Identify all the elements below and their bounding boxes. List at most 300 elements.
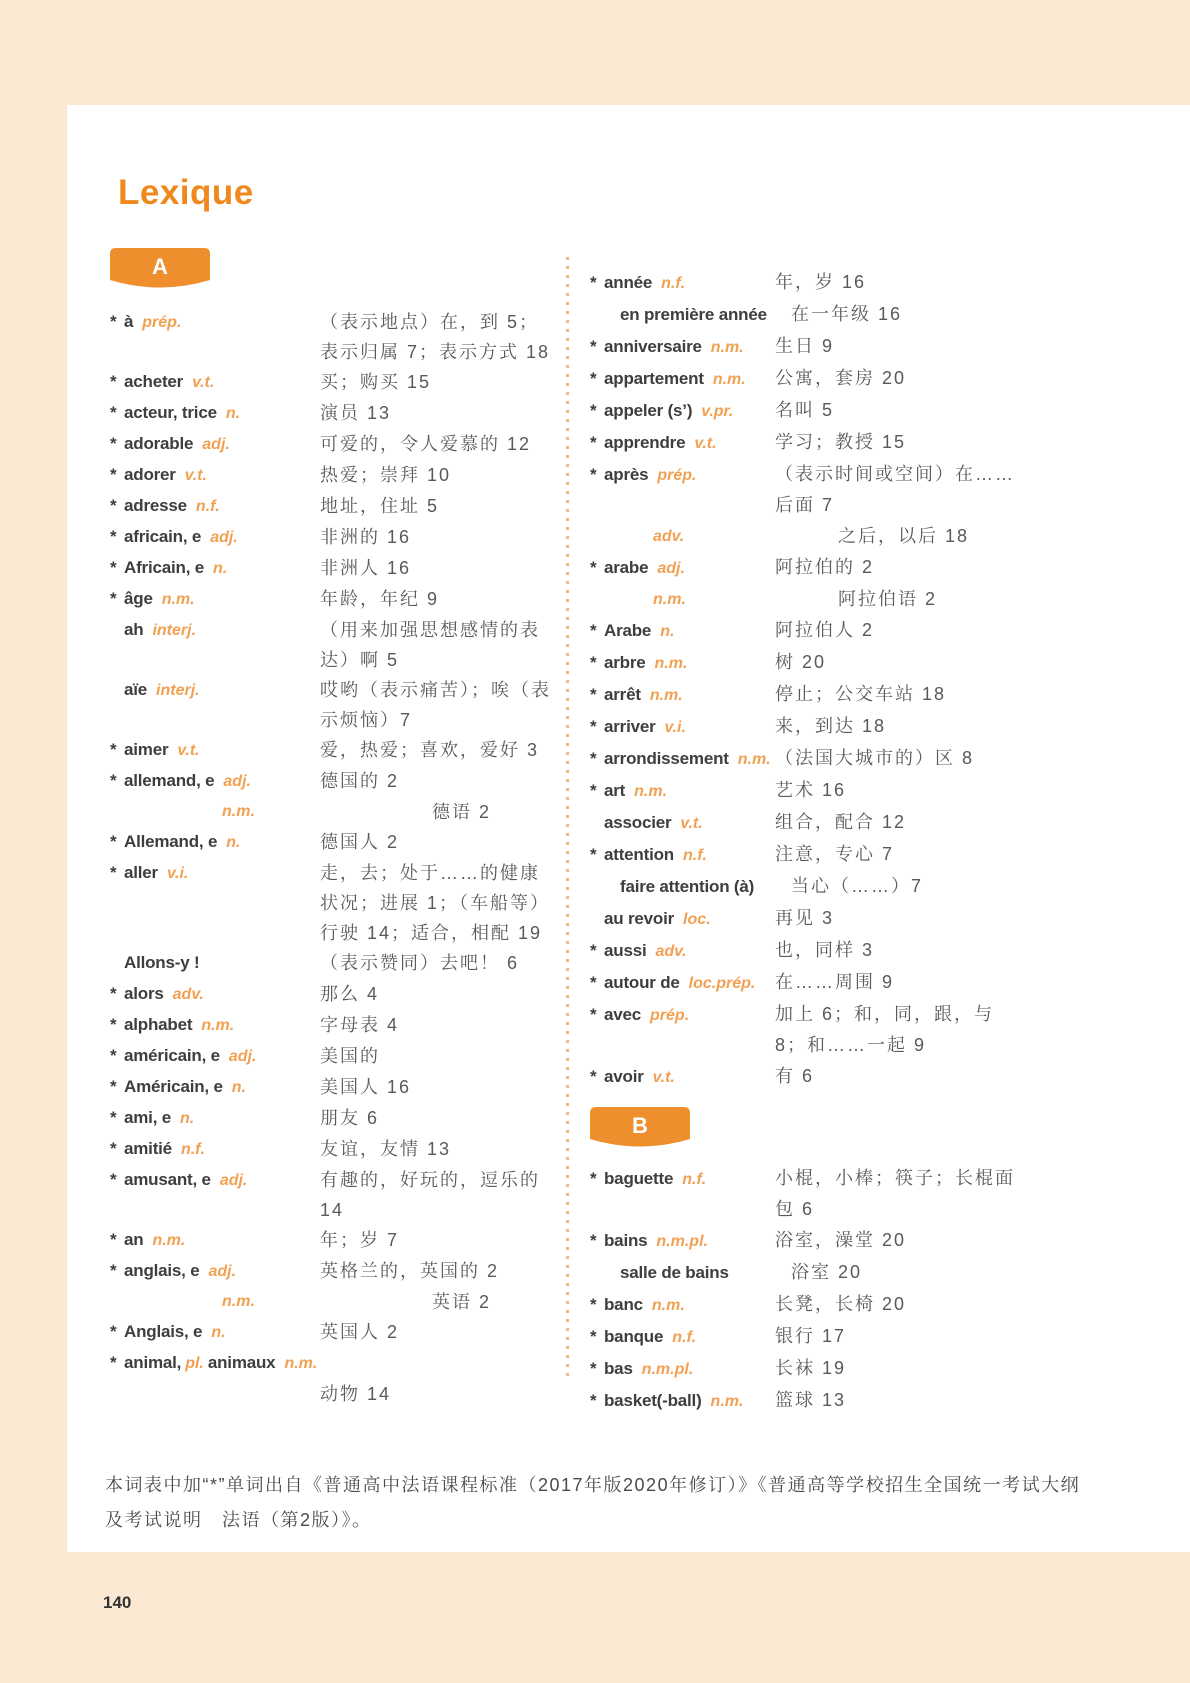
entry-pos: v.t. [192,374,215,391]
entry-pos: n.m. [161,591,195,608]
entry-pos: n.m. [653,591,686,608]
entry-term: anglais, e [124,1261,200,1280]
lexicon-entry [590,1163,1033,1225]
entry-star-marker: * [590,653,597,672]
entry-definition: 当心（……）7 [791,876,924,896]
entry-star-marker: * [110,1230,117,1249]
entry-definition: 爱，热爱；喜欢，爱好 3 [320,740,540,760]
entry-term-cell [110,367,320,398]
lexicon-entry [110,1010,555,1041]
lexicon-entry [110,1256,555,1287]
entry-pos: v.pr. [701,403,734,420]
entry-definition: 艺术 16 [775,780,847,800]
lexicon-entry [590,1061,1033,1093]
entry-definition: （用来加强思想感情的表达）啊 5 [320,620,540,670]
lexicon-entry [110,1225,555,1256]
entry-star-marker: * [590,273,597,292]
entry-term: attention [604,845,674,864]
content-area [67,105,1190,1552]
top-border-band [0,0,1190,105]
entry-pos: v.t. [177,742,200,759]
entry-term-cell [110,675,320,735]
entry-star-marker: * [590,1005,597,1024]
lexicon-entry [110,948,555,979]
lexicon-entry [590,299,1033,331]
entry-term-cell [590,711,775,743]
entry-star-marker: * [110,312,117,331]
lexicon-entry [590,267,1033,299]
lexicon-entry [110,1287,555,1317]
lexicon-column-right [590,267,1033,1417]
entry-definition: 年，岁 16 [775,272,867,292]
entry-term: arbre [604,653,646,672]
entry-definition: 英格兰的，英国的 2 [320,1261,500,1281]
entry-term: arrêt [604,685,641,704]
entry-star-marker: * [590,1169,597,1188]
entry-term: faire attention (à) [620,877,755,896]
entry-pos: adj. [657,560,685,577]
entry-definition: 公寓，套房 20 [775,368,907,388]
section-banner [590,1107,690,1149]
entry-term: après [604,465,649,484]
lexicon-entry [590,871,1033,903]
entry-star-marker: * [590,369,597,388]
entry-star-marker: * [110,1015,117,1034]
lexicon-entry [590,331,1033,363]
entry-pos: n. [226,834,241,851]
entry-definition: 小棍，小棒；筷子；长棍面包 6 [775,1168,1015,1219]
entry-pos: n.m. [649,687,683,704]
entry-term-cell [110,735,320,766]
entry-term: arriver [604,717,656,736]
lexicon-entry [110,491,555,522]
entry-term-cell [590,1225,775,1257]
lexicon-entry [590,967,1033,999]
entry-star-marker: * [110,1170,117,1189]
entry-pos: n. [660,623,675,640]
entry-pos: interj. [156,682,200,699]
entry-star-marker: * [590,337,597,356]
lexicon-entry [110,1317,555,1348]
entry-term: appartement [604,369,704,388]
entry-pos: n.m. [710,1393,744,1410]
entry-term: banc [604,1295,643,1314]
entry-star-marker: * [110,1322,117,1341]
entry-pos: n.f. [195,498,220,515]
entry-definition: 热爱；崇拜 10 [320,465,452,485]
entry-term: arrondissement [604,749,729,768]
lexicon-entry [590,775,1033,807]
entry-term: au revoir [604,909,675,928]
entry-definition: 友谊，友情 13 [320,1139,452,1159]
lexicon-entry [590,711,1033,743]
entry-definition: 浴室，澡堂 20 [775,1230,907,1250]
lexicon-entry [110,615,555,675]
lexicon-entry [110,1103,555,1134]
entry-definition: 德语 2 [432,802,492,822]
entry-term: anniversaire [604,337,702,356]
entry-definition: 加上 6；和，同，跟，与 8；和……一起 9 [775,1004,995,1055]
entry-star-marker: * [110,1261,117,1280]
entry-term: baguette [604,1169,674,1188]
entry-term: art [604,781,626,800]
entry-pos: v.i. [166,865,189,882]
entry-definition: 美国的 [320,1046,380,1066]
entry-pos: n. [225,405,241,422]
entry-term-cell [590,395,775,427]
entry-star-marker: * [590,1391,597,1410]
entry-definition: 在……周围 9 [775,972,895,992]
entry-definition: 浴室 20 [791,1262,863,1282]
entry-definition: 银行 17 [775,1326,847,1346]
entry-pos: v.t. [652,1069,675,1086]
entry-star-marker: * [110,1046,117,1065]
entry-term: adresse [124,496,187,515]
entry-pos: n. [211,1324,226,1341]
entry-star-marker: * [590,845,597,864]
entry-star-marker: * [590,558,597,577]
entry-term: aimer [124,740,169,759]
lexicon-entry [590,427,1033,459]
entry-term-cell [590,935,775,967]
entry-pos: adv. [653,528,685,545]
entry-pos: n. [231,1079,246,1096]
entry-star-marker: * [590,749,597,768]
entry-definition: 可爱的，令人爱慕的 12 [320,434,532,454]
entry-definition: 朋友 6 [320,1108,380,1128]
lexicon-entry [110,307,555,367]
entry-definition: 长袜 19 [775,1358,847,1378]
entry-pos: interj. [152,622,197,639]
entry-term-cell [110,1010,320,1041]
lexicon-entry [110,797,555,827]
lexicon-entry [590,903,1033,935]
entry-definition: 来，到达 18 [775,716,887,736]
entry-definition: 非洲人 16 [320,558,412,578]
entry-term: ah [124,620,144,639]
entry-term-cell [590,459,775,521]
entry-definition: 美国人 16 [320,1077,412,1097]
entry-pos: n.f. [682,1171,707,1188]
section-letter: A [152,254,168,279]
entry-pos: v.i. [664,719,686,736]
entry-term: adorable [124,434,194,453]
entry-term-cell [590,267,775,299]
entry-term: aller [124,863,158,882]
entry-pos: adj. [202,436,230,453]
lexicon-entry [590,1289,1033,1321]
entry-term: en première année [620,305,767,324]
entry-star-marker: * [110,1353,117,1372]
lexicon-entry [590,1225,1033,1257]
entry-pos: n.m. [201,1017,235,1034]
lexicon-entry [590,395,1033,427]
lexicon-entry [110,367,555,398]
entry-star-marker: * [110,1077,117,1096]
entry-term-cell [590,427,775,459]
entry-term-cell [110,858,320,948]
left-border-band [0,0,67,1683]
lexicon-columns [110,248,1145,1417]
entry-term: Allons-y ! [124,953,200,972]
entry-pos: n.m. [634,783,668,800]
entry-definition: 德国人 2 [320,832,400,852]
entry-term-cell [110,948,320,979]
entry-star-marker: * [590,1359,597,1378]
entry-term-cell [110,797,432,827]
entry-term-cell [590,999,775,1061]
entry-star-marker: * [110,434,117,453]
entry-pos: adj. [228,1048,257,1065]
entry-term: amusant, e [124,1170,211,1189]
entry-definition: 停止；公交车站 18 [775,684,947,704]
bottom-border-band [0,1552,1190,1683]
entry-term-cell [590,903,775,935]
entry-pos: n.m. [654,655,688,672]
lexicon-entry [590,839,1033,871]
entry-definition: 长凳，长椅 20 [775,1294,907,1314]
entry-star-marker: * [590,621,597,640]
entry-term-cell [590,521,838,552]
entry-term-cell [110,584,320,615]
entry-definition: （表示赞同）去吧！ 6 [320,953,520,973]
entry-definition: 阿拉伯语 2 [838,589,938,609]
entry-pos: n.m. [284,1355,318,1372]
entry-term-cell [110,1348,317,1379]
section-letter: B [632,1113,648,1138]
entry-pos: prép. [650,1007,690,1024]
lexicon-entry [590,807,1033,839]
entry-term: bas [604,1359,633,1378]
entry-term: aussi [604,941,647,960]
entry-definition: 德国的 2 [320,771,400,791]
entry-term-cell [590,363,775,395]
entry-term: basket(-ball) [604,1391,702,1410]
page-title: Lexique [118,173,254,212]
entry-star-marker: * [590,685,597,704]
page-number: 140 [103,1593,132,1612]
entry-star-marker: * [590,1295,597,1314]
entry-definition: 树 20 [775,652,827,672]
entry-pos: n.m.pl. [641,1361,694,1378]
lexicon-entry [590,363,1033,395]
entry-definition: 买；购买 15 [320,372,432,392]
entry-term: ami, e [124,1108,171,1127]
entry-definition: 非洲的 16 [320,527,412,547]
entry-definition: 在一年级 16 [791,304,903,324]
entry-term-cell [590,775,775,807]
entry-term: adorer [124,465,176,484]
entry-pos: n.f. [661,275,686,292]
entry-pos: adv. [172,986,204,1003]
lexicon-entry [110,1165,555,1225]
entry-term-cell [110,1225,320,1256]
entry-definition: 有 6 [775,1066,815,1086]
entry-term: aïe [124,680,148,699]
entry-pos: loc.prép. [688,975,756,992]
entry-definition: 动物 14 [320,1384,392,1404]
entry-term: acheter [124,372,184,391]
entry-definition: 演员 13 [320,403,392,423]
entry-term-cell [110,553,320,584]
entry-term: avec [604,1005,642,1024]
entry-star-marker: * [110,863,117,882]
entry-term-cell [590,615,775,647]
lexicon-entry [590,1353,1033,1385]
entry-term: américain, e [124,1046,220,1065]
entry-term: amitié [124,1139,172,1158]
entry-term-cell [110,460,320,491]
lexicon-entry [110,827,555,858]
entry-star-marker: * [590,941,597,960]
entry-term-cell [110,1317,320,1348]
entry-pos: n.f. [180,1141,205,1158]
lexicon-entry [110,398,555,429]
entry-star-marker: * [590,433,597,452]
entry-term-cell [590,839,775,871]
entry-pos-inline: pl. [185,1355,204,1372]
lexicon-entry [590,521,1033,552]
entry-term-cell [110,766,320,797]
entry-pos: loc. [683,911,711,928]
entry-term: Anglais, e [124,1322,203,1341]
entry-star-marker: * [110,403,117,422]
entry-term-cell [110,1041,320,1072]
entry-definition: 阿拉伯的 2 [775,557,875,577]
entry-definition: 英语 2 [432,1292,492,1312]
entry-term-cell [590,584,838,615]
lexicon-entry [110,1072,555,1103]
entry-term-cell [110,1287,432,1317]
entry-definition: 名叫 5 [775,400,835,420]
entry-term: associer [604,813,672,832]
lexicon-entry [590,935,1033,967]
entry-definition: 走，去；处于……的健康状况；进展 1；（车船等）行驶 14；适合，相配 19 [320,863,551,943]
entry-definition: （表示时间或空间）在……后面 7 [775,464,1015,515]
entry-star-marker: * [110,527,117,546]
entry-term-cell [590,967,775,999]
entry-definition: 有趣的，好玩的，逗乐的 14 [320,1170,540,1220]
entry-term-cell [110,1103,320,1134]
lexicon-entry [590,1321,1033,1353]
entry-term-cell [110,615,320,675]
lexicon-entry [590,647,1033,679]
entry-pos: n.f. [672,1329,697,1346]
entry-definition: 哎哟（表示痛苦）；唉（表示烦恼）7 [320,680,551,730]
entry-pos: adj. [208,1263,237,1280]
column-divider-dotted-line [566,257,569,1382]
entry-term-cell [590,679,775,711]
entry-pos: n.m. [222,803,255,820]
entry-star-marker: * [110,496,117,515]
entry-term-cell [590,1353,775,1385]
entry-definition: 年；岁 7 [320,1230,400,1250]
lexicon-entry [110,1348,555,1409]
lexicon-entry [110,766,555,797]
entry-star-marker: * [110,771,117,790]
entry-definition: 注意，专心 7 [775,844,895,864]
entry-term-cell [110,398,320,429]
entry-term-cell [590,647,775,679]
entry-definition: 生日 9 [775,336,835,356]
entry-pos: adj. [223,773,251,790]
entry-star-marker: * [110,740,117,759]
footnote: 本词表中加“*”单词出自《普通高中法语课程标准（2017年版2020年修订）》《普通高等学校招生全国统一考试大纲及考试说明 法语（第2版）》。 [105,1475,1081,1530]
lexicon-entry [110,460,555,491]
entry-pos: adj. [210,529,238,546]
entry-star-marker: * [590,717,597,736]
entry-term: apprendre [604,433,686,452]
entry-pos: adj. [219,1172,248,1189]
entry-definition: 组合，配合 12 [775,812,907,832]
entry-pos: n.f. [682,847,707,864]
entry-term-cell [590,1257,791,1289]
entry-definition: 英国人 2 [320,1322,400,1342]
entry-pos: prép. [142,314,182,331]
lexicon-entry [590,743,1033,775]
lexicon-entry [110,584,555,615]
entry-term: arabe [604,558,649,577]
entry-term-cell [590,552,775,584]
lexicon-entry [110,522,555,553]
entry-term-cell [590,743,775,775]
entry-term: appeler (s’) [604,401,693,420]
lexicon-entry [110,553,555,584]
lexicon-entry [590,552,1033,584]
entry-term: Arabe [604,621,652,640]
lexicon-entry [110,979,555,1010]
lexicon-entry [590,679,1033,711]
entry-term: salle de bains [620,1263,729,1282]
section-banner [110,248,210,290]
entry-term: animaux [207,1353,276,1372]
entry-term: bains [604,1231,648,1250]
entry-definition: 那么 4 [320,984,380,1004]
entry-term-cell [110,429,320,460]
entry-term: Américain, e [124,1077,223,1096]
entry-term: acteur, trice [124,403,217,422]
entry-definition: 阿拉伯人 2 [775,620,875,640]
lexicon-entry [110,735,555,766]
entry-definition: 也，同样 3 [775,940,875,960]
entry-star-marker: * [110,984,117,1003]
entry-definition: 之后，以后 18 [838,526,970,546]
entry-term: allemand, e [124,771,215,790]
entry-definition: 学习；教授 15 [775,432,907,452]
entry-term: Allemand, e [124,832,218,851]
entry-pos: prép. [657,467,697,484]
entry-star-marker: * [110,1139,117,1158]
entry-term: alphabet [124,1015,193,1034]
lexicon-entry [110,1041,555,1072]
entry-term: animal, [124,1353,182,1372]
lexicon-entry [590,615,1033,647]
entry-term-cell [110,522,320,553]
entry-term-cell [110,1134,320,1165]
lexicon-entry [110,1134,555,1165]
entry-term-cell [590,1321,775,1353]
entry-star-marker: * [110,372,117,391]
entry-term-cell [590,1061,775,1093]
entry-star-marker: * [110,1108,117,1127]
lexicon-entry [590,459,1033,521]
lexicon-entry [590,1385,1033,1417]
lexicon-entry [110,675,555,735]
entry-definition: 字母表 4 [320,1015,400,1035]
entry-pos: v.t. [694,435,717,452]
entry-star-marker: * [590,1327,597,1346]
lexicon-column-left [110,248,555,1409]
